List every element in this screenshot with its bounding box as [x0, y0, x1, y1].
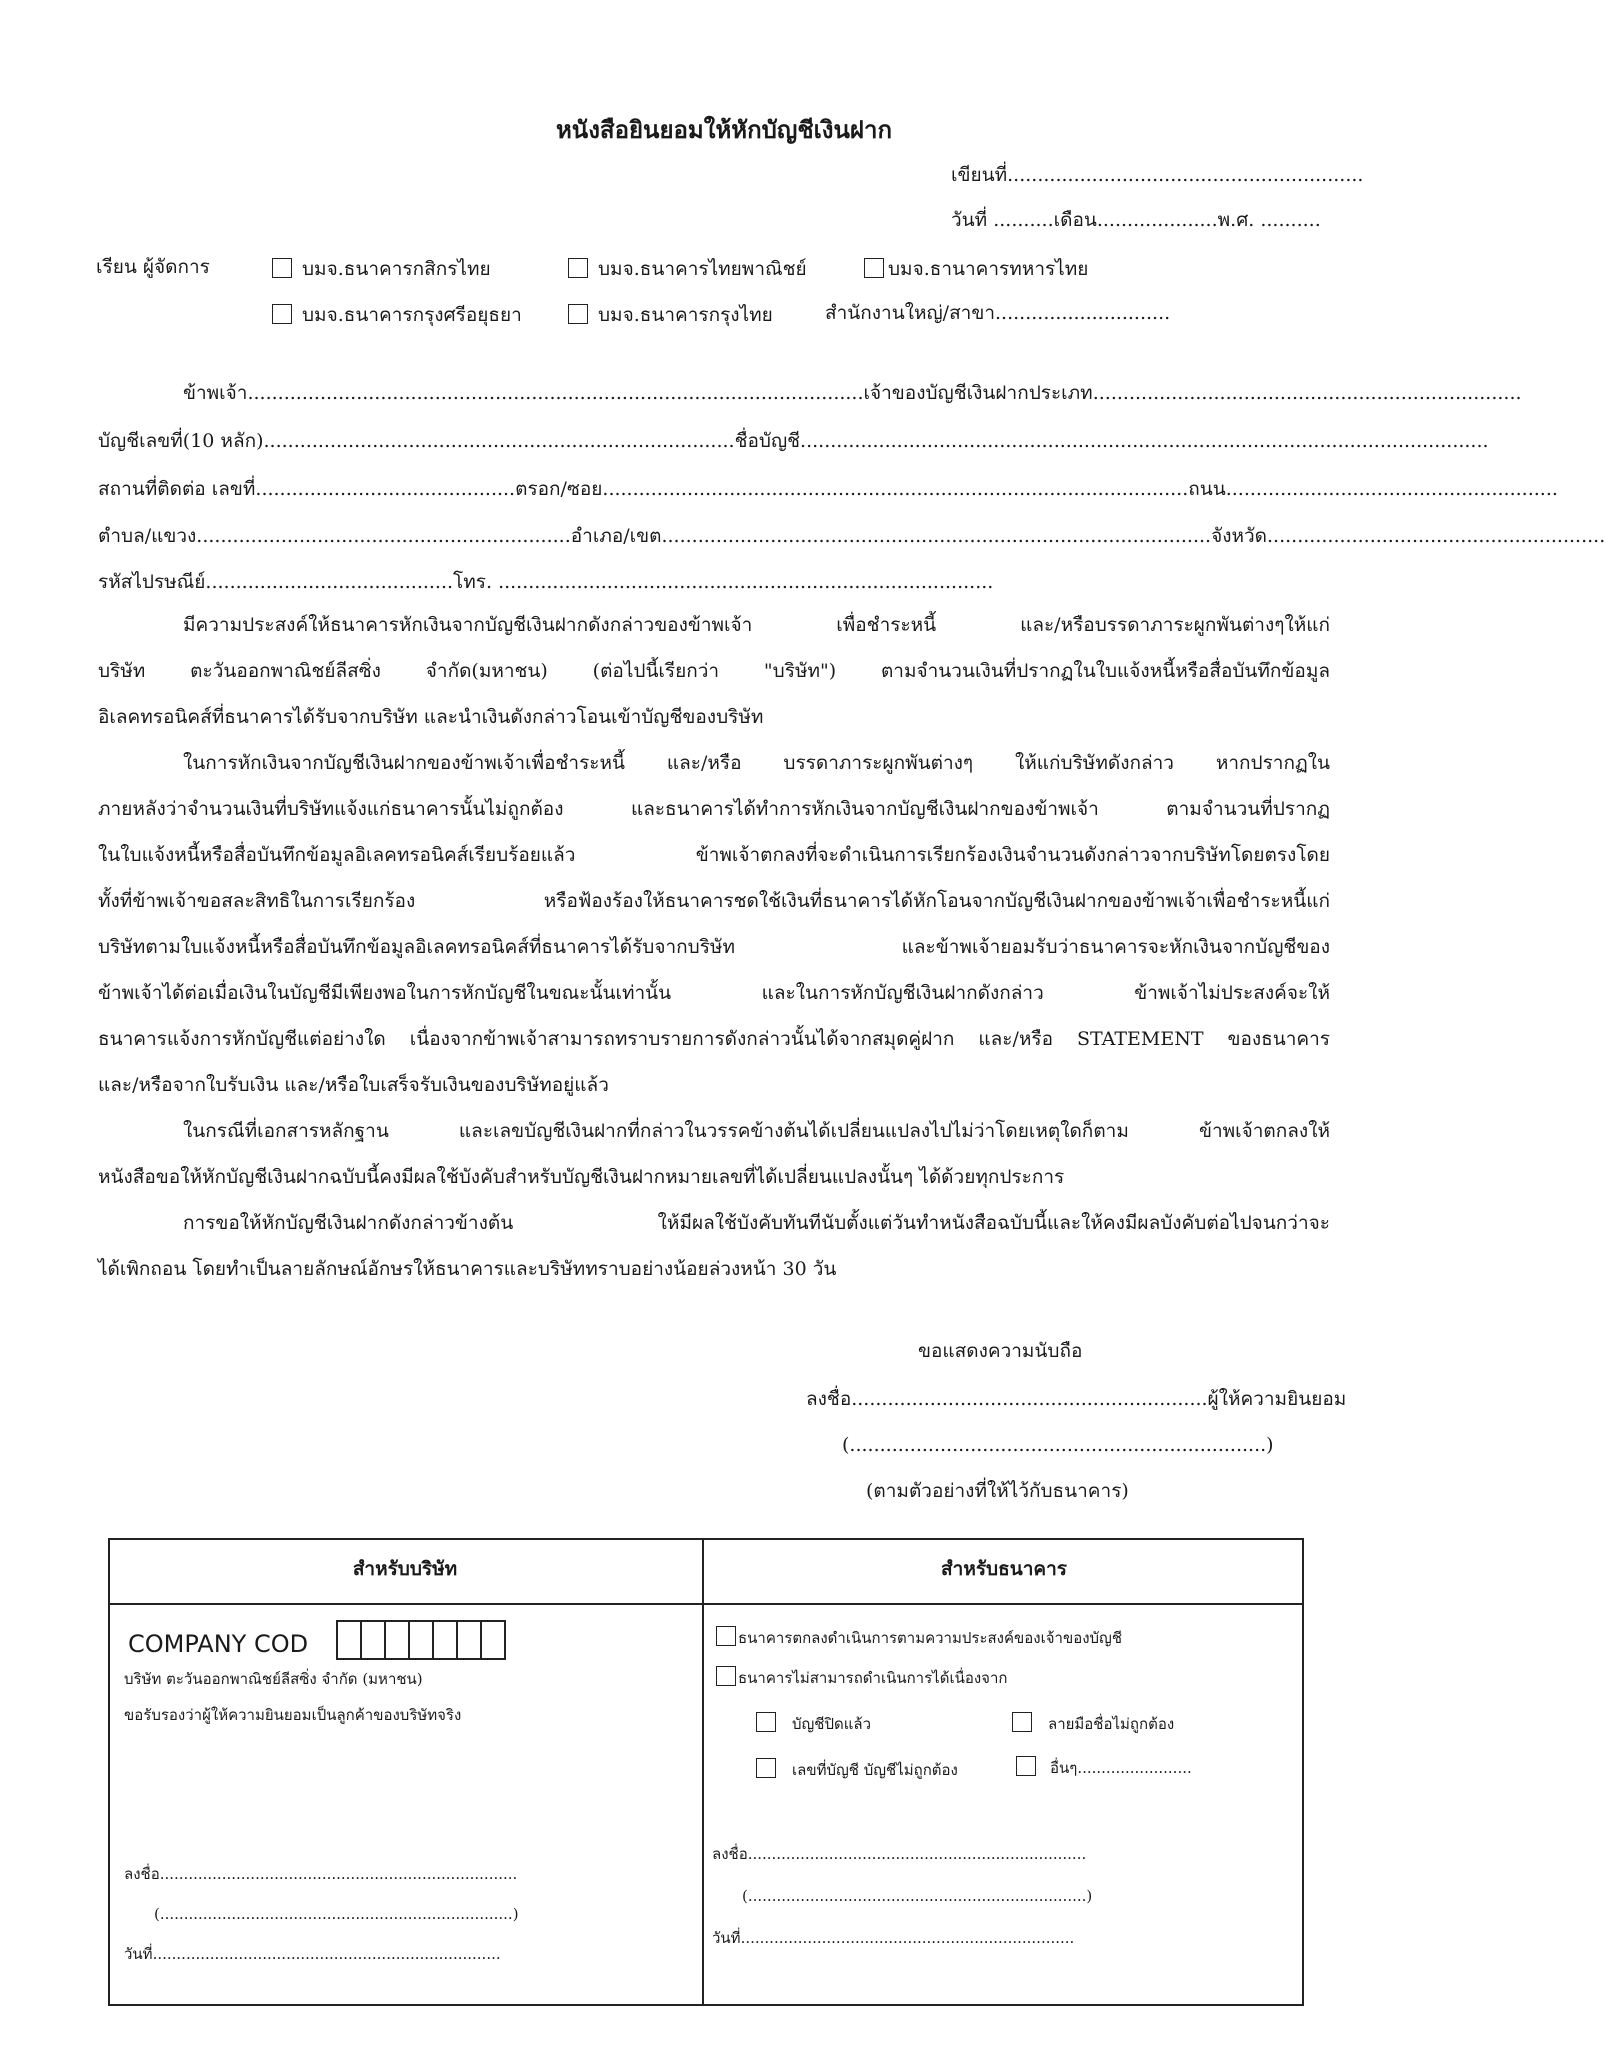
checkbox[interactable] — [864, 258, 884, 278]
signature-note: (ตามตัวอย่างที่ให้ไว้กับธนาคาร) — [866, 1480, 1129, 1502]
company-date-field[interactable]: วันที่......................................................................... — [124, 1945, 501, 1963]
paragraph-line: อิเลคทรอนิคส์ที่ธนาคารได้รับจากบริษัท และนำเงินดังกล่าวโอนเข้าบัญชีของบริษัท — [98, 706, 764, 728]
reason-invalid-account[interactable] — [756, 1758, 958, 1778]
checkbox[interactable] — [1012, 1712, 1032, 1732]
paragraph-line: ได้เพิกถอน โดยทำเป็นลายลักษณ์อักษรให้ธนาคารและบริษัททราบอย่างน้อยล่วงหน้า 30 วัน — [98, 1258, 837, 1280]
option-label: บัญชีปิดแล้ว — [792, 1715, 872, 1733]
written-at-field[interactable]: เขียนที่........................................................... — [951, 164, 1364, 186]
code-digit-box[interactable] — [360, 1620, 386, 1660]
paragraph-line: บริษัทตามใบแจ้งหนี้หรือสื่อบันทึกข้อมูลอิเลคทรอนิคส์ที่ธนาคารได้รับจากบริษัท และข้าพเจ้ายอมรับว่าธนาคารจะหักเงินจากบัญชีของ — [98, 936, 1330, 958]
bank-option-krungsri[interactable] — [272, 304, 522, 325]
district-row[interactable]: ตำบล/แขวง..............................................................อำเภอ/เขต...........................................................................................จังหวัด........................................................ — [98, 525, 1605, 547]
address-row[interactable]: สถานที่ติดต่อ เลขที่...........................................ตรอก/ซอย.................................................................................................ถนน....................................................... — [98, 478, 1558, 500]
bank-signature-field[interactable]: ลงชื่อ....................................................................... — [712, 1845, 1087, 1863]
paragraph-line: ในการหักเงินจากบัญชีเงินฝากของข้าพเจ้าเพื่อชำระหนี้ และ/หรือ บรรดาภาระผูกพันต่างๆ ให้แก่บริษัทดังกล่าว หากปรากฏใน — [183, 752, 1330, 774]
option-label: ธนาคารตกลงดำเนินการตามความประสงค์ของเจ้าของบัญชี — [738, 1629, 1123, 1647]
paragraph-line: ธนาคารแจ้งการหักบัญชีแต่อย่างใด เนื่องจากข้าพเจ้าสามารถทราบรายการดังกล่าวนั้นได้จากสมุดคู่ฝาก และ/หรือ STATEMENT ของธนาคาร — [98, 1028, 1330, 1050]
bank-option-label: บมจ.ธนาคารกรุงศรีอยุธยา — [302, 304, 522, 326]
consenter-name-field[interactable]: (.....................................................................) — [842, 1434, 1274, 1456]
closing-text: ขอแสดงความนับถือ — [918, 1340, 1083, 1362]
bank-option-label: บมจ.ธานาคารทหารไทย — [888, 258, 1089, 280]
bank-date-field[interactable]: วันที่...................................................................... — [712, 1929, 1075, 1947]
option-label: เลขที่บัญชี บัญชีไม่ถูกต้อง — [792, 1761, 958, 1779]
checkbox[interactable] — [272, 304, 292, 324]
reason-invalid-signature[interactable] — [1012, 1712, 1174, 1732]
bank-option-label: บมจ.ธนาคารกสิกรไทย — [302, 258, 491, 280]
option-label: ลายมือชื่อไม่ถูกต้อง — [1048, 1715, 1175, 1733]
company-signature-field[interactable]: ลงชื่อ........................................................................... — [124, 1865, 518, 1883]
checkbox[interactable] — [756, 1758, 776, 1778]
code-digit-box[interactable] — [336, 1620, 362, 1660]
panel-header-divider — [108, 1603, 1304, 1605]
account-holder-row[interactable]: ข้าพเจ้า......................................................................................................เจ้าของบัญชีเงินฝากประเภท....................................................................... — [183, 382, 1522, 404]
bank-option-ktb[interactable] — [568, 304, 773, 325]
reason-other[interactable] — [1016, 1756, 1192, 1776]
checkbox[interactable] — [568, 258, 588, 278]
paragraph-line: ข้าพเจ้าได้ต่อเมื่อเงินในบัญชีมีเพียงพอในการหักบัญชีในขณะนั้นเท่านั้น และในการหักบัญชีเงินฝากดังกล่าว ข้าพเจ้าไม่ประสงค์จะให้ — [98, 982, 1330, 1004]
bank-option-label: บมจ.ธนาคารไทยพาณิชย์ — [598, 258, 807, 280]
checkbox[interactable] — [1016, 1756, 1036, 1776]
code-digit-box[interactable] — [384, 1620, 410, 1660]
checkbox[interactable] — [568, 304, 588, 324]
document-title: หนังสือยินยอมให้หักบัญชีเงินฝาก — [555, 115, 893, 144]
paragraph-line: การขอให้หักบัญชีเงินฝากดังกล่าวข้างต้น ให้มีผลใช้บังคับทันทีนับตั้งแต่วันทำหนังสือฉบับนี้และให้คงมีผลบังคับต่อไปจนกว่าจะ — [183, 1212, 1330, 1234]
checkbox[interactable] — [756, 1712, 776, 1732]
bank-option-tmb[interactable] — [864, 258, 1088, 279]
code-digit-box[interactable] — [456, 1620, 482, 1660]
company-certify-text: ขอรับรองว่าผู้ให้ความยินยอมเป็นลูกค้าของบริษัทจริง — [124, 1706, 462, 1724]
option-label: ธนาคารไม่สามารถดำเนินการได้เนื่องจาก — [738, 1669, 1008, 1687]
bank-option-kasikorn[interactable] — [272, 258, 491, 279]
branch-field[interactable]: สำนักงานใหญ่/สาขา............................. — [825, 302, 1171, 324]
code-digit-box[interactable] — [408, 1620, 434, 1660]
checkbox[interactable] — [716, 1666, 736, 1686]
bank-option-agree[interactable] — [716, 1626, 1122, 1646]
checkbox[interactable] — [716, 1626, 736, 1646]
panel-column-divider — [702, 1538, 704, 2006]
bank-name-field[interactable]: (.......................................................................) — [742, 1887, 1093, 1905]
code-digit-box[interactable] — [480, 1620, 506, 1660]
company-name-field[interactable]: (..........................................................................) — [154, 1905, 519, 1923]
checkbox[interactable] — [272, 258, 292, 278]
company-section-header: สำหรับบริษัท — [352, 1558, 458, 1580]
bank-option-label: บมจ.ธนาคารกรุงไทย — [598, 304, 773, 326]
paragraph-line: ในใบแจ้งหนี้หรือสื่อบันทึกข้อมูลอิเลคทรอนิคส์เรียบร้อยแล้ว ข้าพเจ้าตกลงที่จะดำเนินการเรียกร้องเงินจำนวนดังกล่าวจากบริษัทโดยตรงโดย — [98, 844, 1330, 866]
paragraph-line: ภายหลังว่าจำนวนเงินที่บริษัทแจ้งแก่ธนาคารนั้นไม่ถูกต้อง และธนาคารได้ทำการหักเงินจากบัญชีเงินฝากของข้าพเจ้า ตามจำนวนที่ปรากฏ — [98, 798, 1330, 820]
addressee-label: เรียน ผู้จัดการ — [96, 256, 210, 278]
paragraph-line: ทั้งที่ข้าพเจ้าขอสละสิทธิในการเรียกร้อง หรือฟ้องร้องให้ธนาคารชดใช้เงินที่ธนาคารได้หักโอนจากบัญชีเงินฝากของข้าพเจ้าเพื่อชำระหนี้แก่ — [98, 890, 1330, 912]
date-field[interactable]: วันที่ ..........เดือน....................พ.ศ. .......... — [951, 209, 1321, 231]
account-number-row[interactable]: บัญชีเลขที่(10 หลัก)..............................................................................ชื่อบัญชี.................................................................................................................. — [98, 430, 1489, 452]
postcode-row[interactable]: รหัสไปรษณีย์.........................................โทร. .................................................................................. — [98, 571, 994, 593]
option-label: อื่นๆ........................ — [1050, 1759, 1192, 1777]
paragraph-line: และ/หรือจากใบรับเงิน และ/หรือใบเสร็จรับเงินของบริษัทอยู่แล้ว — [98, 1074, 609, 1096]
paragraph-line: ในกรณีที่เอกสารหลักฐาน และเลขบัญชีเงินฝากที่กล่าวในวรรคข้างต้นได้เปลี่ยนแปลงไปไม่ว่าโดยเหตุใดก็ตาม ข้าพเจ้าตกลงให้ — [183, 1120, 1330, 1142]
company-code-input[interactable] — [336, 1620, 506, 1660]
code-digit-box[interactable] — [432, 1620, 458, 1660]
bank-option-cannot[interactable] — [716, 1666, 1007, 1686]
paragraph-line: มีความประสงค์ให้ธนาคารหักเงินจากบัญชีเงินฝากดังกล่าวของข้าพเจ้า เพื่อชำระหนี้ และ/หรือบรรดาภาระผูกพันต่างๆให้แก่ — [183, 614, 1330, 636]
bank-option-scb[interactable] — [568, 258, 807, 279]
company-code-label: COMPANY COD — [128, 1630, 309, 1658]
paragraph-line: บริษัท ตะวันออกพาณิชย์ลีสซิ่ง จำกัด(มหาชน) (ต่อไปนี้เรียกว่า "บริษัท") ตามจำนวนเงินที่ปรากฏในใบแจ้งหนี้หรือสื่อบันทึกข้อมูล — [98, 660, 1330, 682]
reason-account-closed[interactable] — [756, 1712, 871, 1732]
company-name: บริษัท ตะวันออกพาณิชย์ลีสซิ่ง จำกัด (มหาชน) — [124, 1670, 423, 1688]
paragraph-line: หนังสือขอให้หักบัญชีเงินฝากฉบับนี้คงมีผลใช้บังคับสำหรับบัญชีเงินฝากหมายเลขที่ได้เปลี่ยนแปลงนั้นๆ ได้ด้วยทุกประการ — [98, 1166, 1065, 1188]
consenter-signature-field[interactable]: ลงชื่อ...........................................................ผู้ให้ความยินยอม — [806, 1388, 1347, 1410]
bank-section-header: สำหรับธนาคาร — [941, 1558, 1067, 1580]
